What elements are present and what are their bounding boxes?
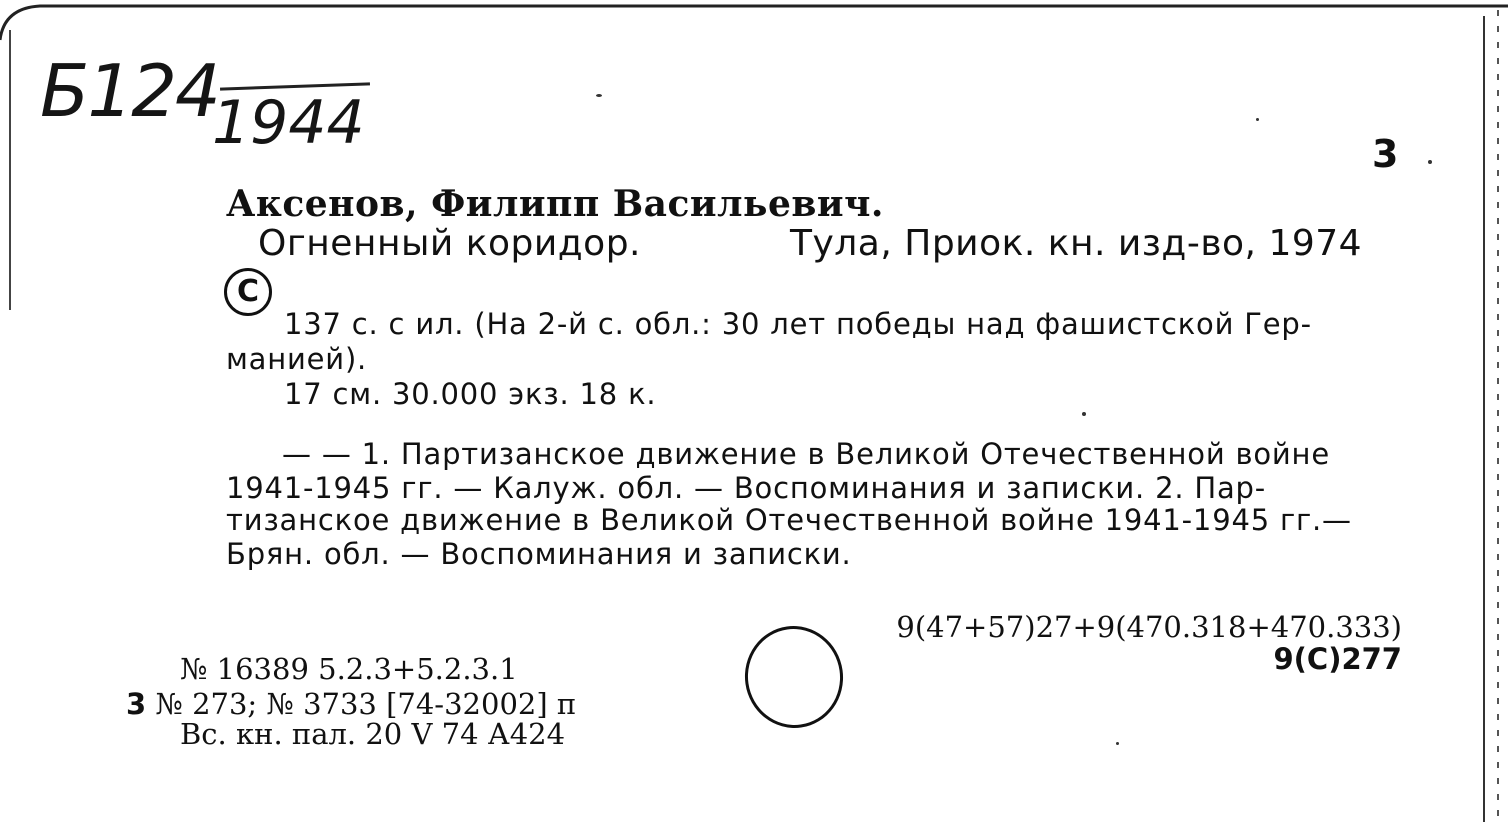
book-chamber-line: Вс. кн. пал. 20 V 74 А424 — [180, 717, 566, 751]
speck — [1256, 118, 1259, 121]
imprint: Тула, Приок. кн. изд-во, 1974 — [790, 223, 1363, 264]
subject-line-2: 1941-1945 гг. — Калуж. обл. — Воспоминания и записки. 2. Пар- — [226, 471, 1267, 505]
handwritten-shelfmark-main: Б124 — [40, 49, 219, 133]
speck — [1428, 160, 1432, 164]
classification-line-1: 9(47+57)27+9(470.318+470.333) — [896, 610, 1402, 644]
classification-line-2: 9(С)277 — [1273, 642, 1402, 676]
corner-number: 3 — [1372, 132, 1399, 176]
author-name: Аксенов, Филипп Васильевич. — [226, 183, 884, 225]
record-number: № 16389 5.2.3+5.2.3.1 — [180, 652, 518, 686]
registry-prefix: 3 — [126, 687, 147, 721]
description-line-3: 17 см. 30.000 экз. 18 к. — [284, 377, 657, 411]
registry-text: № 273; № 3733 [74-32002] п — [155, 687, 577, 721]
subject-line-3: тизанское движение в Великой Отечественной войне 1941-1945 гг.— — [226, 503, 1352, 537]
description-line-1: 137 с. с ил. (На 2-й с. обл.: 30 лет победы над фашистской Гер- — [284, 307, 1312, 341]
copyright-icon: C — [224, 268, 272, 316]
speck — [1116, 742, 1119, 745]
book-title: Огненный коридор. — [258, 223, 642, 264]
subject-line-4: Брян. обл. — Воспоминания и записки. — [226, 537, 852, 571]
registry-line — [126, 687, 577, 721]
speck — [596, 94, 602, 97]
description-line-2: манией). — [226, 342, 368, 376]
handwritten-shelfmark-sub: 1944 — [212, 88, 365, 158]
speck — [1082, 412, 1086, 416]
subject-line-1: — — 1. Партизанское движение в Великой Отечественной войне — [282, 437, 1330, 471]
